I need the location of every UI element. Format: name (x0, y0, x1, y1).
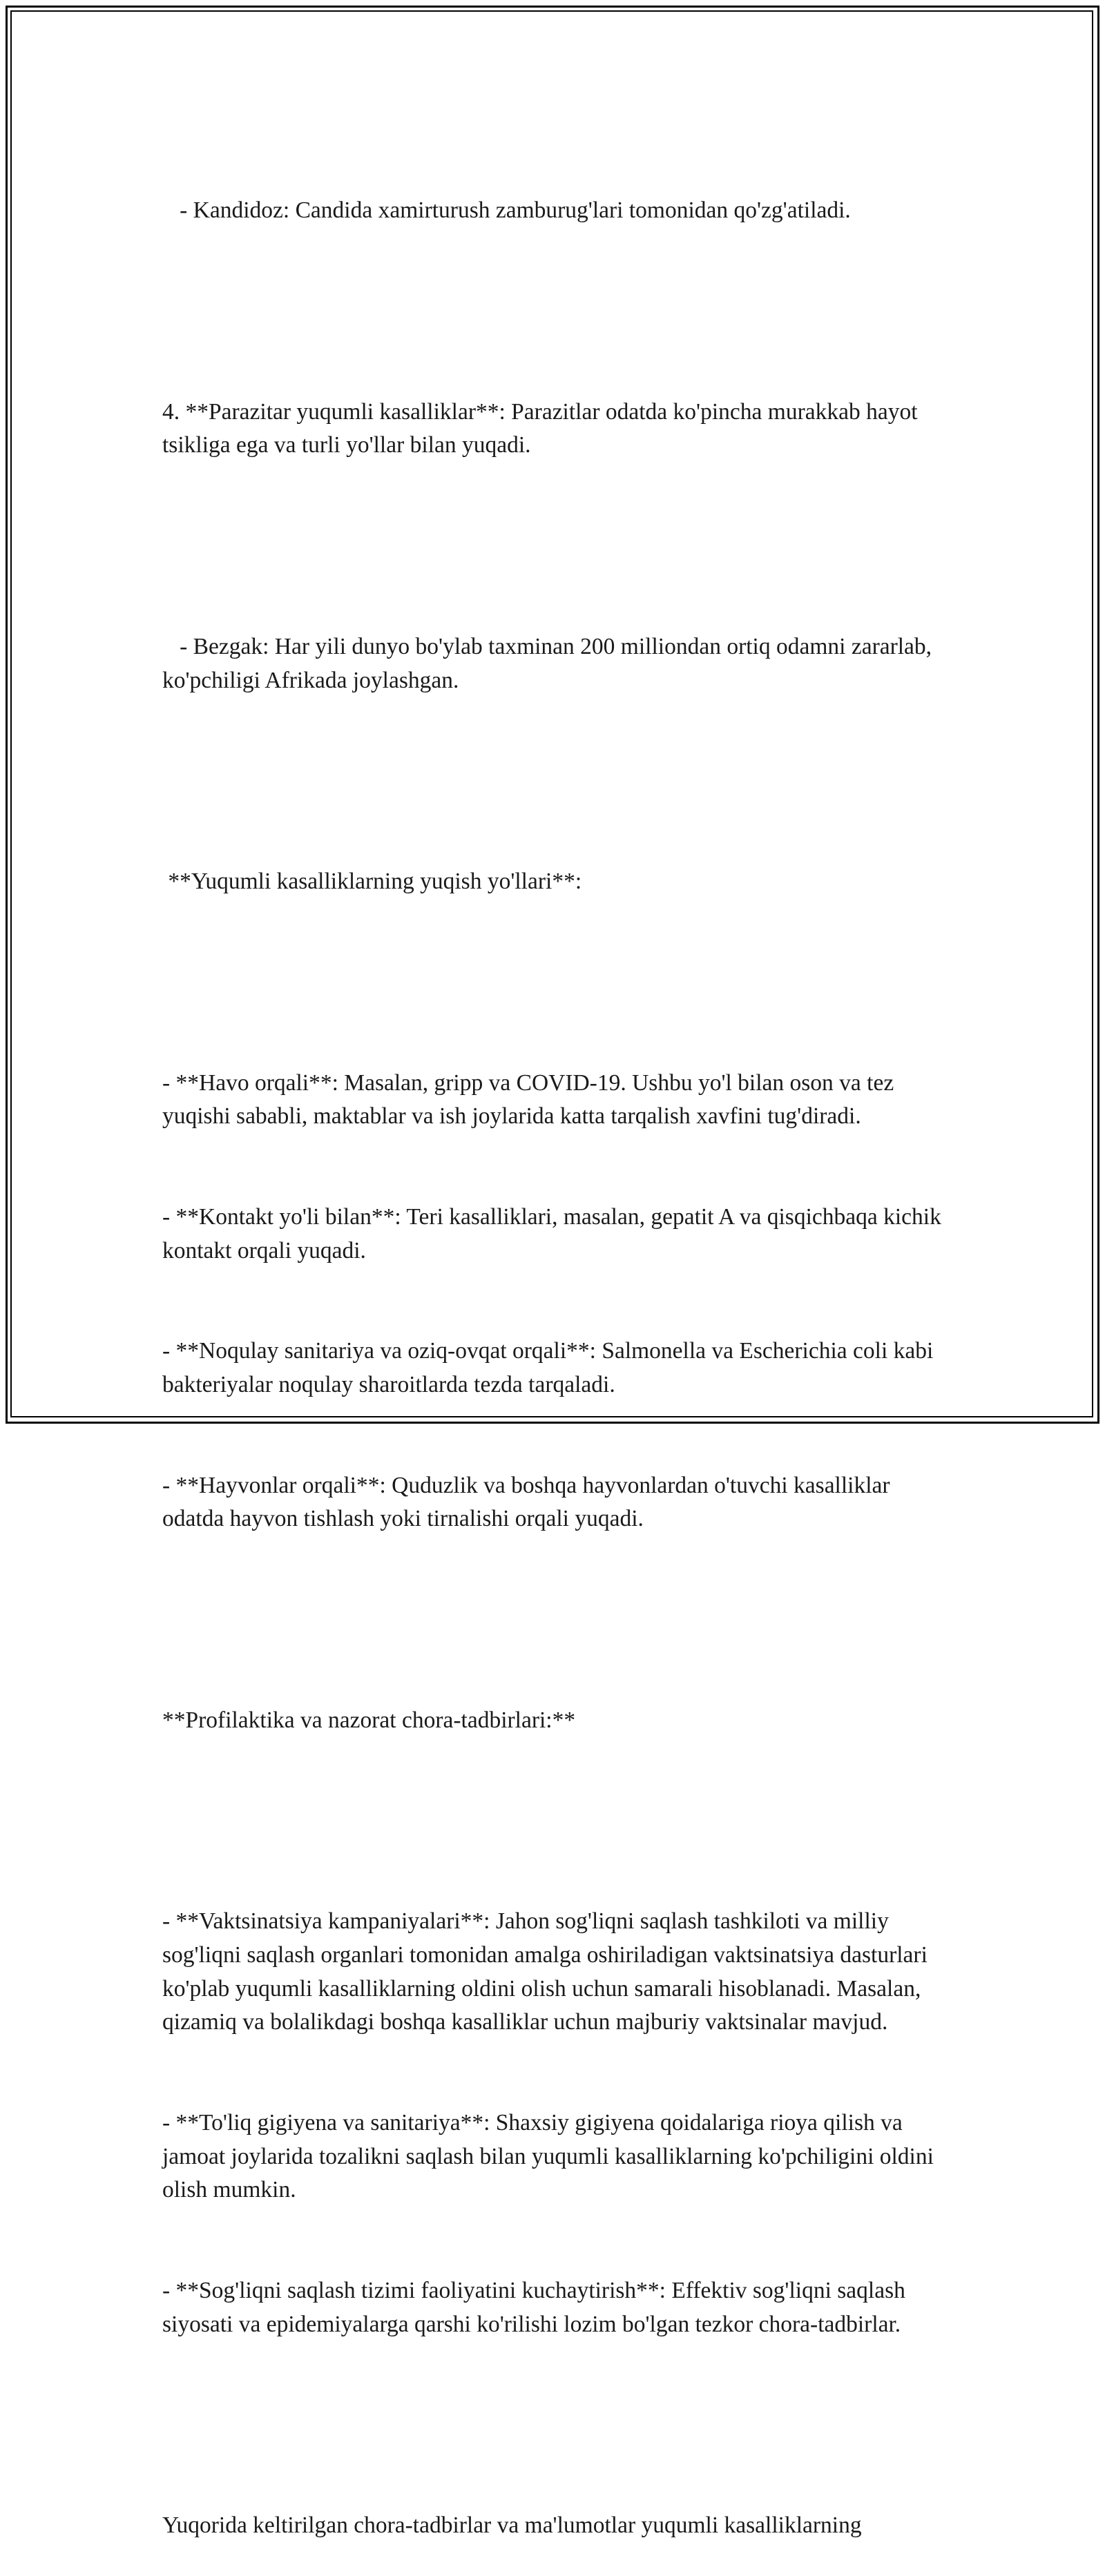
blank-line (162, 295, 943, 329)
list-item-hayvonlar: - **Hayvonlar orqali**: Quduzlik va boshqa hayvonlardan o'tuvchi kasalliklar odatda hayvon tishlash yoki tirnalishi orqali yuqadi. (162, 1472, 896, 1532)
paragraph-parazitar: 4. **Parazitar yuqumli kasalliklar**: Parazitlar odatda ko'pincha murakkab hayot tsikliga ega va turli yo'llar bilan yuqadi. (162, 398, 923, 458)
list-item-gigiyena: - **To'liq gigiyena va sanitariya**: Shaxsiy gigiyena qoidalariga rioya qilish va jamoat joylarida tozalikni saqlash bilan yuqumli kasalliklarning ko'pchiligini oldini olish mumkin. (162, 2110, 940, 2203)
paragraph-conclusion: Yuqorida keltirilgan chora-tadbirlar va ma'lumotlar yuqumli kasalliklarning (162, 2512, 862, 2539)
paragraph-kandidoz: - Kandidoz: Candida xamirturush zamburug'lari tomonidan qo'zg'atiladi. (162, 197, 851, 224)
blank-line (162, 1603, 943, 1637)
blank-line (162, 1805, 943, 1839)
blank-line (162, 966, 943, 1000)
blank-line (162, 530, 943, 563)
blank-line (162, 764, 943, 798)
list-item-kontakt: - **Kontakt yo'li bilan**: Teri kasalliklari, masalan, gepatit A va qisqichbaqa kichik kontakt orqali yuqadi. (162, 1204, 948, 1263)
blank-line (162, 2408, 943, 2442)
list-item-havo: - **Havo orqali**: Masalan, gripp va COVID-19. Ushbu yo'l bilan oson va tez yuqishi sababli, maktablar va ish joylarida katta tarqalish xavfini tug'diradi. (162, 1069, 900, 1130)
list-item-noqulay-sanitariya: - **Noqulay sanitariya va oziq-ovqat orqali**: Salmonella va Escherichia coli kabi bakteriyalar noqulay sharoitlarda tezda tarqaladi. (162, 1338, 939, 1397)
list-item-vaktsinatsiya: - **Vaktsinatsiya kampaniyalari**: Jahon sog'liqni saqlash tashkiloti va milliy sog'liqni saqlash organlari tomonidan amalga oshiriladigan vaktsinatsiya dasturlari ko'plab yuqumli kasalliklarning oldini olish uchun samarali hisoblanadi. Masalan, qizamiq va bolalikdagi boshqa kasalliklar uchun majburiy vaktsinalar mavjud. (162, 1908, 934, 2035)
section-heading-yuqish-yollari: **Yuqumli kasalliklarning yuqish yo'llari**: (162, 869, 582, 895)
document-body (162, 127, 948, 2576)
paragraph-bezgak: - Bezgak: Har yili dunyo bo'ylab taxminan 200 milliondan ortiq odamni zararlab, ko'pchiligi Afrikada joylashgan. (162, 633, 938, 693)
section-heading-profilaktika: **Profilaktika va nazorat chora-tadbirlari:** (162, 1707, 576, 1733)
list-item-soglik-tizimi: - **Sog'liqni saqlash tizimi faoliyatini kuchaytirish**: Effektiv sog'liqni saqlash siyosati va epidemiyalarga qarshi ko'rilishi lozim bo'lgan tezkor chora-tadbirlar. (162, 2278, 912, 2337)
